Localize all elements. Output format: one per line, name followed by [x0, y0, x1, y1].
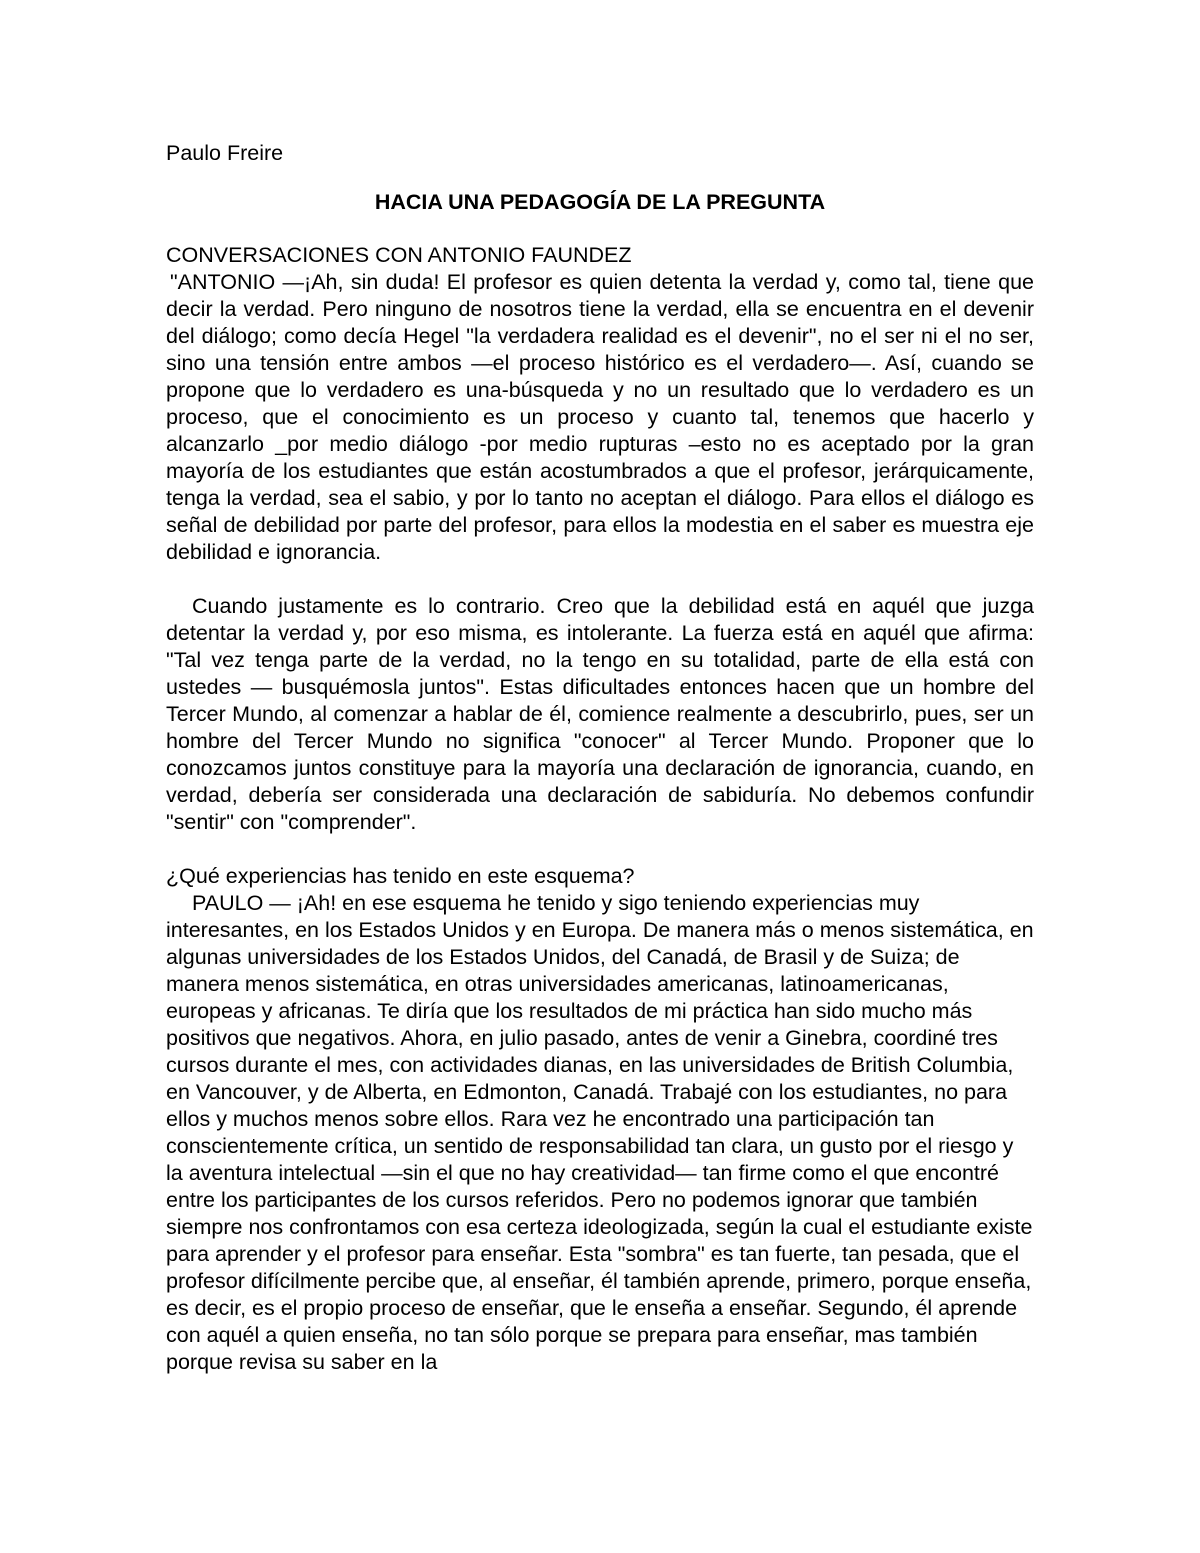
- author-name: Paulo Freire: [166, 141, 284, 165]
- paragraph-contrario: Cuando justamente es lo contrario. Creo que la debilidad está en aquél que juzga detentar la verdad y, por eso misma, es intolerante. La fuerza está en aquél que afirma: "Tal vez tenga parte de la verdad, no la tengo en su totalidad, parte de ella está con ustedes — busquémosla juntos". Estas dificultades entonces hacen que un hombre del Tercer Mundo, al comenzar a hablar de él, comience realmente a descubrirlo, pues, ser un hombre del Tercer Mundo no significa "conocer" al Tercer Mundo. Proponer que lo conozcamos juntos constituye para la mayoría una declaración de ignorancia, cuando, en verdad, debería ser considerada una declaración de sabiduría. No debemos confundir "sentir" con "comprender".: [166, 594, 1034, 834]
- document-page: [166, 140, 1034, 1376]
- question-line: ¿Qué experiencias has tenido en este esquema?: [166, 864, 635, 888]
- document-subtitle: CONVERSACIONES CON ANTONIO FAUNDEZ: [166, 243, 632, 267]
- document-title: HACIA UNA PEDAGOGÍA DE LA PREGUNTA: [374, 190, 826, 214]
- paragraph-antonio: "ANTONIO —¡Ah, sin duda! El profesor es quien detenta la verdad y, como tal, tiene que decir la verdad. Pero ninguno de nosotros tiene la verdad, ella se encuentra en el devenir del diálogo; como decía Hegel "la verdadera realidad es el devenir", no el ser ni el no ser, sino una tensión entre ambos —el proceso histórico es el verdadero—. Así, cuando se propone que lo verdadero es una-búsqueda y no un resultado que lo verdadero es un proceso, que el conocimiento es un proceso y cuanto tal, tenemos que hacerlo y alcanzarlo _por medio diálogo -por medio rupturas –esto no es aceptado por la gran mayoría de los estudiantes que están acostumbrados a que el profesor, jerárquicamente, tenga la verdad, sea el sabio, y por lo tanto no aceptan el diálogo. Para ellos el diálogo es señal de debilidad por parte del profesor, para ellos la modestia en el saber es muestra eje debilidad e ignorancia.: [166, 270, 1034, 564]
- paragraph-paulo: PAULO — ¡Ah! en ese esquema he tenido y sigo teniendo experiencias muy interesantes, en los Estados Unidos y en Europa. De manera más o menos sistemática, en algunas universidades de los Estados Unidos, del Canadá, de Brasil y de Suiza; de manera menos sistemática, en otras universidades americanas, latinoamericanas, europeas y africanas. Te diría que los resultados de mi práctica han sido mucho más positivos que negativos. Ahora, en julio pasado, antes de venir a Ginebra, coordiné tres cursos durante el mes, con actividades dianas, en las universidades de British Columbia, en Vancouver, y de Alberta, en Edmonton, Canadá. Trabajé con los estudiantes, no para ellos y muchos menos sobre ellos. Rara vez he encontrado una participación tan conscientemente crítica, un sentido de responsabilidad tan clara, un gusto por el riesgo y la aventura intelectual —sin el que no hay creatividad— tan firme como el que encontré entre los participantes de los cursos referidos. Pero no podemos ignorar que también siempre nos confrontamos con esa certeza ideologizada, según la cual el estudiante existe para aprender y el profesor para enseñar. Esta "sombra" es tan fuerte, tan pesada, que el profesor difícilmente percibe que, al enseñar, él también aprende, primero, porque enseña, es decir, es el propio proceso de enseñar, que le enseña a enseñar. Segundo, él aprende con aquél a quien enseña, no tan sólo porque se prepara para enseñar, mas también porque revisa su saber en la: [166, 891, 1034, 1374]
